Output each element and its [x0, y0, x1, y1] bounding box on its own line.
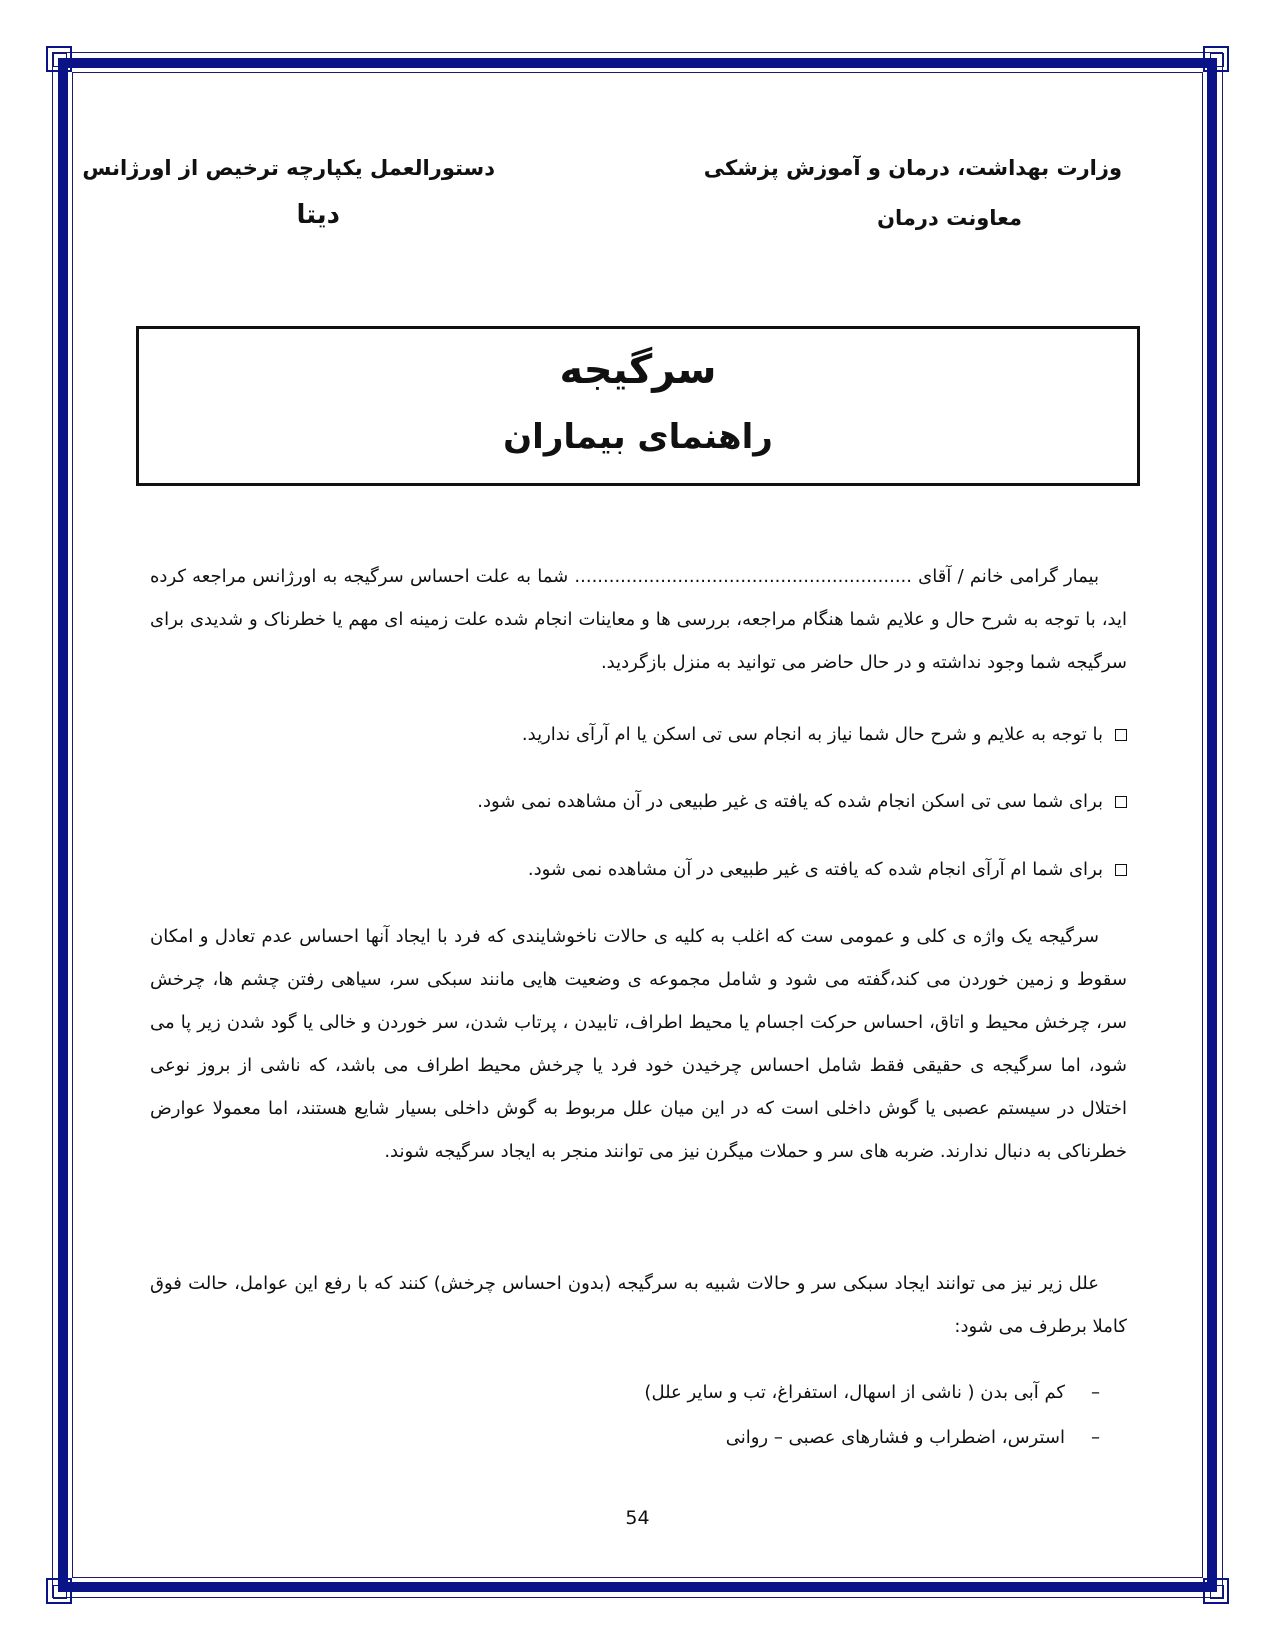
checkbox[interactable]	[1115, 796, 1127, 808]
checklist-item-label: با توجه به علایم و شرح حال شما نیاز به انجام سی تی اسکن یا ام آرآی ندارید.	[521, 724, 1103, 745]
deputy-name: معاونت درمان	[877, 206, 1022, 230]
dash-bullet: –	[1091, 1427, 1100, 1448]
list-item-label: کم آبی بدن ( ناشی از اسهال، استفراغ، تب و سایر علل)	[644, 1382, 1065, 1403]
page-title: سرگیجه	[559, 347, 717, 393]
checkbox[interactable]	[1115, 729, 1127, 741]
other-causes-paragraph: علل زیر نیز می توانند ایجاد سبکی سر و حالات شبیه به سرگیجه (بدون احساس چرخش) کنند که با رفع این عوامل، حالت فوق کاملا برطرف می شود:	[150, 1273, 1127, 1337]
checkbox[interactable]	[1115, 864, 1127, 876]
page-subtitle: راهنمای بیماران	[503, 417, 773, 457]
dash-bullet: –	[1091, 1382, 1100, 1403]
list-item	[726, 1423, 1100, 1453]
checklist-item	[477, 787, 1127, 817]
page-number: 54	[625, 1507, 650, 1529]
checklist-item	[522, 720, 1127, 750]
ministry-name: وزارت بهداشت، درمان و آموزش پزشکی	[703, 156, 1122, 180]
list-item-label: استرس، اضطراب و فشارهای عصبی – روانی	[725, 1427, 1065, 1448]
list-item	[644, 1378, 1100, 1408]
dita-label: دیتا	[296, 200, 340, 230]
intro-paragraph: بیمار گرامی خانم / آقای ........................................................... شما به علت احساس سرگیجه به اورژانس مراجعه کرده اید، با توجه به شرح حال و علایم شما هنگام مراجعه، بررسی ها و معاینات انجام شده علت زمینه ای مهم یا خطرناک و شدیدی برای سرگیجه شما وجود نداشته و در حال حاضر می توانید به منزل بازگردید.	[150, 566, 1127, 673]
definition-paragraph: سرگیجه یک واژه ی کلی و عمومی ست که اغلب به کلیه ی حالات ناخوشایندی که فرد با ایجاد آنها احساس عدم تعادل و امکان سقوط و زمین خوردن می کند،گفته می شود و شامل مجموعه ی وضعیت هایی مانند سبکی سر، سیاهی رفتن چشم ها، چرخش سر، چرخش محیط و اتاق، احساس حرکت اجسام یا محیط اطراف، تابیدن ، پرتاب شدن، سر خوردن و خالی یا گود شدن زیر پا می شود، اما سرگیجه ی حقیقی فقط شامل احساس چرخیدن خود فرد یا چرخش محیط اطراف می باشد، که ناشی از بروز نوعی اختلال در سیستم عصبی یا گوش داخلی است که در این میان علل مربوط به گوش داخلی بسیار شایع هستند، اما معمولا عوارض خطرناکی به دنبال ندارند. ضربه های سر و حملات میگرن نیز می توانند منجر به ایجاد سرگیجه شوند.	[150, 926, 1127, 1162]
checklist-item	[528, 855, 1127, 885]
checklist-item-label: برای شما ام آرآی انجام شده که یافته ی غیر طبیعی در آن مشاهده نمی شود.	[527, 859, 1103, 880]
protocol-title: دستورالعمل یکپارچه ترخیص از اورژانس	[82, 156, 495, 180]
title-box	[136, 326, 1140, 486]
checklist-item-label: برای شما سی تی اسکن انجام شده که یافته ی غیر طبیعی در آن مشاهده نمی شود.	[477, 791, 1103, 812]
